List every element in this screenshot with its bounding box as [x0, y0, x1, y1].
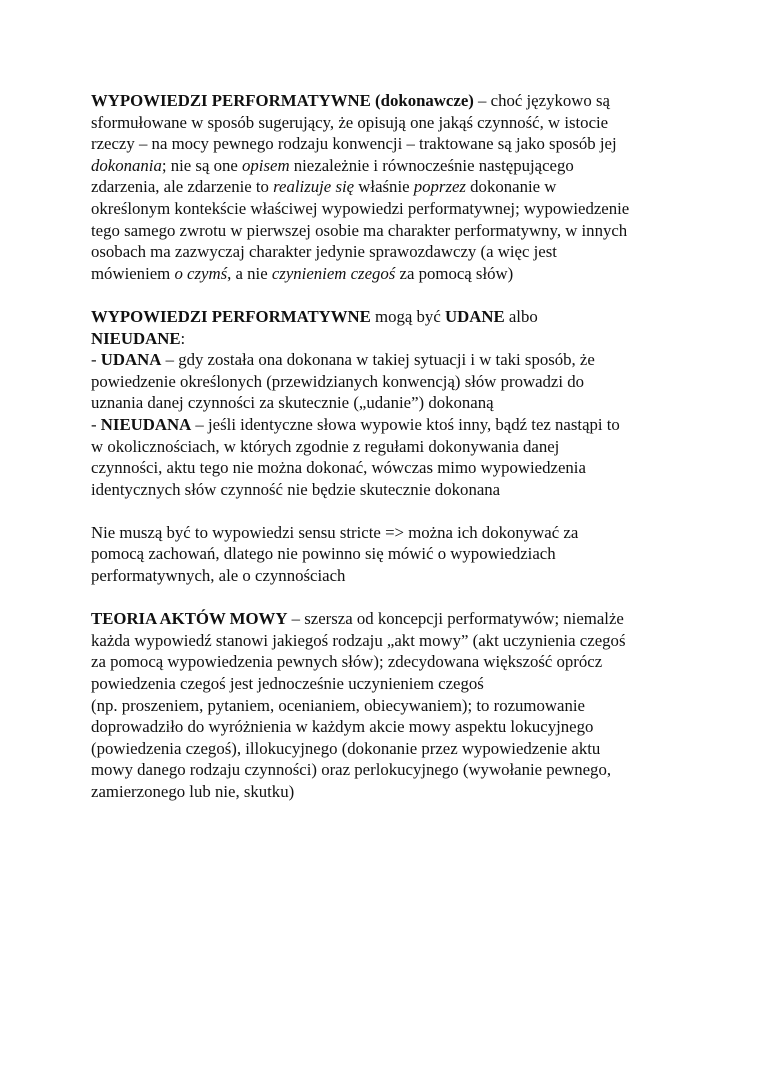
text-run: (powiedzenia czegoś), illokucyjnego (dokonanie przez wypowiedzenie aktu [91, 738, 601, 758]
text-run: uznania danej czynności za skutecznie („udanie”) dokonaną [91, 393, 494, 413]
text-run: mówieniem [91, 263, 175, 283]
text-line [91, 738, 676, 760]
text-line [91, 392, 676, 414]
text-run: czynności, aktu tego nie można dokonać, wówczas mimo wypowiedzenia [91, 458, 586, 478]
text-run: pomocą zachowań, dlatego nie powinno się mówić o wypowiedziach [91, 544, 556, 564]
text-line [91, 328, 676, 350]
text-run: tego samego zwrotu w pierwszej osobie ma charakter performatywny, w innych [91, 220, 628, 240]
text-line [91, 522, 676, 544]
document-page [91, 90, 676, 824]
text-run: – choć językowo są [473, 91, 610, 110]
text-line [91, 695, 676, 717]
text-run: powiedzenie określonych (przewidzianych konwencją) słów prowadzi do [91, 371, 585, 391]
italic-run: opisem [242, 155, 290, 175]
text-run: zamierzonego lub nie, skutku) [91, 782, 295, 801]
text-run: doprowadziło do wyróżnienia w każdym akcie mowy aspektu lokucyjnego [91, 717, 594, 737]
italic-run: czynieniem czegoś [271, 263, 396, 283]
text-run: (np. proszeniem, pytaniem, ocenianiem, obiecywaniem); to rozumowanie [91, 695, 585, 715]
text-run: rzeczy – na mocy pewnego rodzaju konwencji – traktowane są jako sposób jej [91, 134, 617, 154]
text-line [91, 155, 676, 177]
bold-run: NIEUDANE [91, 328, 181, 348]
text-run: Nie muszą być to wypowiedzi sensu stricte => można ich dokonywać za [91, 522, 579, 542]
bold-run: NIEUDANA [100, 414, 192, 434]
text-run: dokonanie w [465, 177, 557, 197]
bold-run: UDANE [444, 306, 505, 326]
text-run: określonym kontekście właściwej wypowiedzi performatywnej; wypowiedzenie [91, 198, 630, 218]
text-run: niezależnie i równocześnie następującego [289, 155, 574, 175]
bold-run: WYPOWIEDZI PERFORMATYWNE (dokonawcze) [91, 91, 474, 110]
italic-run: poprzez [413, 177, 466, 197]
text-run: – szersza od koncepcji performatywów; niemalże [287, 609, 624, 629]
text-line [91, 220, 676, 242]
italic-run: realizuje się [273, 177, 355, 197]
text-line [91, 479, 676, 501]
text-run: : [180, 328, 186, 348]
text-run: powiedzenia czegoś jest jednocześnie uczynieniem czegoś [91, 674, 484, 694]
text-line [91, 414, 676, 436]
text-line [91, 90, 676, 112]
bold-run: UDANA [100, 350, 162, 370]
text-run: za pomocą słów) [395, 263, 514, 283]
text-run: ; nie są one [161, 155, 243, 175]
text-run: sformułowane w sposób sugerujący, że opisują one jakąś czynność, w istocie [91, 112, 609, 132]
text-run: - [91, 414, 101, 434]
text-run: - [91, 350, 101, 370]
paragraph-successful-unsuccessful [91, 306, 676, 500]
italic-run: o czymś [174, 263, 228, 283]
text-line [91, 371, 676, 393]
text-line [91, 263, 676, 285]
text-run: w okolicznościach, w których zgodnie z regułami dokonywania danej [91, 436, 560, 456]
text-run: zdarzenia, ale zdarzenie to [91, 177, 274, 197]
text-line [91, 436, 676, 458]
text-line [91, 565, 676, 587]
text-line [91, 716, 676, 738]
text-line [91, 349, 676, 371]
bold-run: WYPOWIEDZI PERFORMATYWNE [91, 306, 371, 326]
text-line [91, 306, 676, 328]
paragraph-performative-utterances [91, 90, 676, 284]
italic-run: dokonania [91, 155, 162, 175]
text-run: – jeśli identyczne słowa wypowie ktoś inny, bądź tez nastąpi to [191, 414, 620, 434]
text-line [91, 759, 676, 781]
text-run: , a nie [227, 263, 272, 283]
text-run: mowy danego rodzaju czynności) oraz perlokucyjnego (wywołanie pewnego, [91, 760, 612, 780]
text-line [91, 781, 676, 803]
text-run: – gdy została ona dokonana w takiej sytuacji i w taki sposób, że [161, 350, 595, 370]
text-line [91, 608, 676, 630]
paragraph-sensu-stricte [91, 522, 676, 587]
paragraph-speech-act-theory [91, 608, 676, 802]
text-run: identycznych słów czynność nie będzie skutecznie dokonana [91, 479, 501, 499]
text-line [91, 457, 676, 479]
text-line [91, 651, 676, 673]
text-run: performatywnych, ale o czynnościach [91, 566, 346, 586]
text-run: każda wypowiedź stanowi jakiegoś rodzaju „akt mowy” (akt uczynienia czegoś [91, 630, 626, 650]
bold-run: TEORIA AKTÓW MOWY [91, 609, 288, 629]
text-line [91, 112, 676, 134]
text-line [91, 630, 676, 652]
text-run: mogą być [370, 306, 445, 326]
text-run: właśnie [354, 177, 414, 197]
text-line [91, 198, 676, 220]
text-run: albo [504, 306, 538, 326]
text-line [91, 133, 676, 155]
text-line [91, 176, 676, 198]
text-line [91, 241, 676, 263]
text-run: za pomocą wypowiedzenia pewnych słów); zdecydowana większość oprócz [91, 652, 603, 672]
text-line [91, 543, 676, 565]
text-run: osobach ma zazwyczaj charakter jedynie sprawozdawczy (a więc jest [91, 242, 557, 262]
text-line [91, 673, 676, 695]
